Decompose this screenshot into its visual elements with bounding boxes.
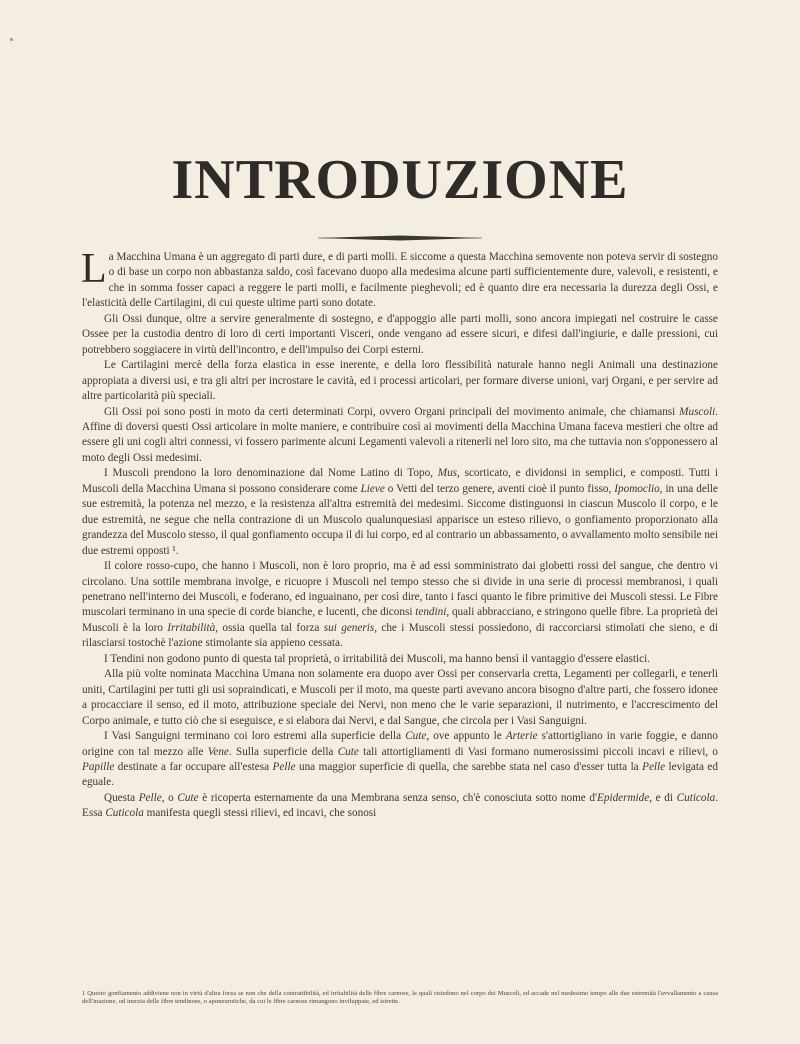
footnote: 1 Questo gonfiamento addiviene non in virtù d'altra forza se non che della contrattibilità, ed irritabilità delle fibre carnose, le quali risiedono nel corpo dei Muscoli, ed accade nel medesimo tempo alle due estremità l'avvallamento a causa dell'inazione, od inerzia delle fibre tendinose, o aponeurotiche, da cui le fibre carnose rimangono inviluppate, ed istrette.	[82, 990, 718, 1006]
paper-speck	[10, 38, 13, 41]
paragraph-2: Gli Ossi dunque, oltre a servire generalmente di sostegno, e d'appoggio alle parti molli, sono ancora impiegati nel costruire le casse Ossee per la custodia dentro di loro di certi importanti Visceri, onde vengano ad essere sicuri, e difesi dall'ingiurie, e dalle pressioni, cui potrebbero soggiacere in virtù dell'incontro, e dell'impulso dei Corpi esterni.	[82, 312, 718, 356]
drop-cap: L	[81, 246, 107, 292]
paragraph-6: Il colore rosso-cupo, che hanno i Muscoli, non è loro proprio, ma è ad essi somministrato dai globetti rossi del sangue, che dentro vi circolano. Una sottile membrana involge, e ricuopre i Muscoli nel tempo stesso che si divide in una serie di processi membranosi, i quali penetrano nell'interno dei Muscoli, e foderano, ed inguainano, per così dire, tanto i fasci quanto le fibre primitive dei Muscoli stessi. Le Fibre muscolari terminano in una specie di corde bianche, e lucenti, che diconsi tendini, quali abbracciano, e stringono quelle fibre. La proprietà dei Muscoli è la loro Irritabilità, ossia quella tal forza sui generis, che i Muscoli stessi possiedono, di raccorciarsi stimolati che sieno, e di rilasciarsi tostochè l'azione stimolante sia appieno cessata.	[82, 560, 718, 650]
title-ornament-rule	[318, 235, 482, 241]
paragraph-3: Le Cartilagini mercè della forza elastica in esse inerente, e della loro flessibilità naturale hanno negli Animali una destinazione appropiata a diversi usi, e tra gli altri per incrostare le cavità, ed i processi articolari, per formare diverse unioni, varj Organi, e per servire ad altre particolarità più speciali.	[82, 359, 718, 403]
paragraph-5: I Muscoli prendono la loro denominazione dal Nome Latino di Topo, Mus, scorticato, e dividonsi in semplici, e composti. Tutti i Muscoli della Macchina Umana si possono considerare come Lieve o Vetti del terzo genere, aventi cioè il punto fisso, Ipomoclio, in una delle sue estremità, la potenza nel mezzo, e la resistenza all'altra estremità dei medesimi. Siccome distinguonsi in ciascun Muscolo il corpo, e le due estremità, ne segue che nella contrazione di un Muscolo qualunquesiasi apparisce un esteso rilievo, o gonfiamento proporzionato alla grandezza del Muscolo stesso, il qual gonfiamento occupa il di lui corpo, ed al contrario un abbassamento, o avvallamento molto sensibile nei due estremi opposti ¹.	[82, 467, 718, 557]
paragraph-10: Questa Pelle, o Cute è ricoperta esternamente da una Membrana senza senso, ch'è conosciuta sotto nome d'Epidermide, e di Cuticola. Essa Cuticola manifesta quegli stessi rilievi, ed incavi, che sonosi	[82, 791, 718, 820]
paragraph-8: Alla più volte nominata Macchina Umana non solamente era duopo aver Ossi per conservarla cretta, Legamenti per collegarli, e tenerli uniti, Cartilagini per tutti gli usi sopraindicati, e Muscoli per il moto, ma queste parti avevano ancora bisogno d'altre parti, che fossero idonee a procacciare il senso, ed il moto, attribuzione speciale dei Nervi, non meno che le varie separazioni, il nutrimento, e l'accrescimento del Corpo animale, e tutto ciò che si eseguisce, e si elabora dai Nervi, e dal Sangue, che circola per i Vasi Sanguigni.	[82, 668, 718, 727]
paragraph-7: I Tendini non godono punto di questa tal proprietà, o irritabilità dei Muscoli, ma hanno bensì il vantaggio d'essere elastici.	[104, 652, 650, 665]
paragraph-4: Gli Ossi poi sono posti in moto da certi determinati Corpi, ovvero Organi principali del movimento animale, che chiamansi Muscoli. Affine di doversi questi Ossi articolare in molte maniere, e contribuire così ai movimenti della Macchina Umana faceva mestieri che oltre ad essere gli uni cogli altri connessi, vi fossero parimente alcuni Legamenti valevoli a ritenerli nel loro sito, ma che tuttavia non s'opponessero al moto degli Ossi medesimi.	[82, 405, 718, 464]
paragraph-9: I Vasi Sanguigni terminano coi loro estremi alla superficie della Cute, ove appunto le Arterie s'attortigliano in varie foggie, e danno origine con tal mezzo alle Vene. Sulla superficie della Cute tali attortigliamenti di Vasi formano numerosissimi piccoli incavi e rilievi, o Papille destinate a far occupare all'estesa Pelle una maggior superficie di quella, che sarebbe stata nel caso d'esser tutta la Pelle levigata ed eguale.	[82, 730, 718, 789]
paragraph-1: La Macchina Umana è un aggregato di parti dure, e di parti molli. E siccome a questa Macchina semovente non poteva servir di sostegno o di base un corpo non abbastanza saldo, così facevano duopo alla medesima alcune parti sufficientemente dure, valevoli, e resistenti, e che in somma fosser capaci a reggere le parti molli, e facilmente pieghevoli; ed è quanto dire era necessaria la durezza degli Ossi, e l'elasticità delle Cartilagini, di cui queste ultime parti sono dotate.	[81, 246, 718, 310]
body-text	[81, 246, 718, 822]
page-title: INTRODUZIONE	[171, 149, 629, 211]
